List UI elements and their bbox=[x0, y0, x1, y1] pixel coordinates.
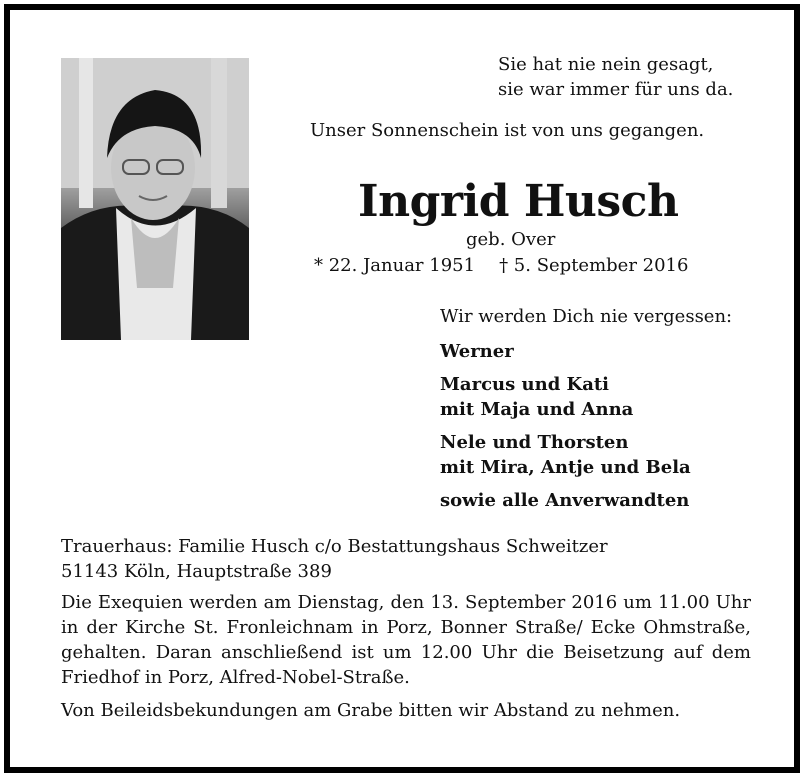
portrait-photo bbox=[61, 58, 249, 340]
family-group bbox=[440, 488, 732, 513]
family-list bbox=[440, 304, 732, 521]
family-lead: Wir werden Dich nie vergessen: bbox=[440, 306, 733, 327]
death-date: † 5. September 2016 bbox=[499, 255, 689, 276]
family-member: mit Mira, Antje und Bela bbox=[440, 457, 691, 478]
tagline: Unser Sonnenschein ist von uns gegangen. bbox=[310, 120, 705, 141]
quote-line-2: sie war immer für uns da. bbox=[498, 79, 734, 100]
family-group bbox=[440, 430, 732, 480]
quote-line-1: Sie hat nie nein gesagt, bbox=[498, 54, 714, 75]
mourning-house-line-2: 51143 Köln, Hauptstraße 389 bbox=[61, 561, 332, 582]
condolence-note: Von Beileidsbekundungen am Grabe bitten wir Abstand zu nehmen. bbox=[61, 700, 681, 721]
quote bbox=[498, 52, 733, 102]
family-group bbox=[440, 339, 732, 364]
deceased-name: Ingrid Husch bbox=[358, 176, 679, 227]
birth-date: * 22. Januar 1951 bbox=[314, 255, 476, 276]
maiden-name: geb. Over bbox=[466, 229, 556, 250]
family-member: mit Maja und Anna bbox=[440, 399, 634, 420]
family-group bbox=[440, 372, 732, 422]
portrait-silhouette-icon bbox=[61, 58, 249, 340]
family-member: sowie alle Anverwandten bbox=[440, 490, 690, 511]
family-member: Werner bbox=[440, 341, 514, 362]
funeral-details bbox=[61, 534, 751, 723]
mourning-house-line-1: Trauerhaus: Familie Husch c/o Bestattungshaus Schweitzer bbox=[61, 536, 608, 557]
family-member: Nele und Thorsten bbox=[440, 432, 629, 453]
obituary-notice bbox=[4, 4, 800, 773]
family-member: Marcus und Kati bbox=[440, 374, 610, 395]
service-text: Die Exequien werden am Dienstag, den 13. September 2016 um 11.00 Uhr in der Kirche St. Fronleichnam in Porz, Bonner Straße/ Ecke Ohmstraße, gehalten. Daran anschließend ist um 12.00 Uhr die Beisetzung auf dem Friedhof in Porz, Alfred-Nobel-Straße. bbox=[61, 592, 751, 688]
life-dates bbox=[314, 255, 688, 276]
